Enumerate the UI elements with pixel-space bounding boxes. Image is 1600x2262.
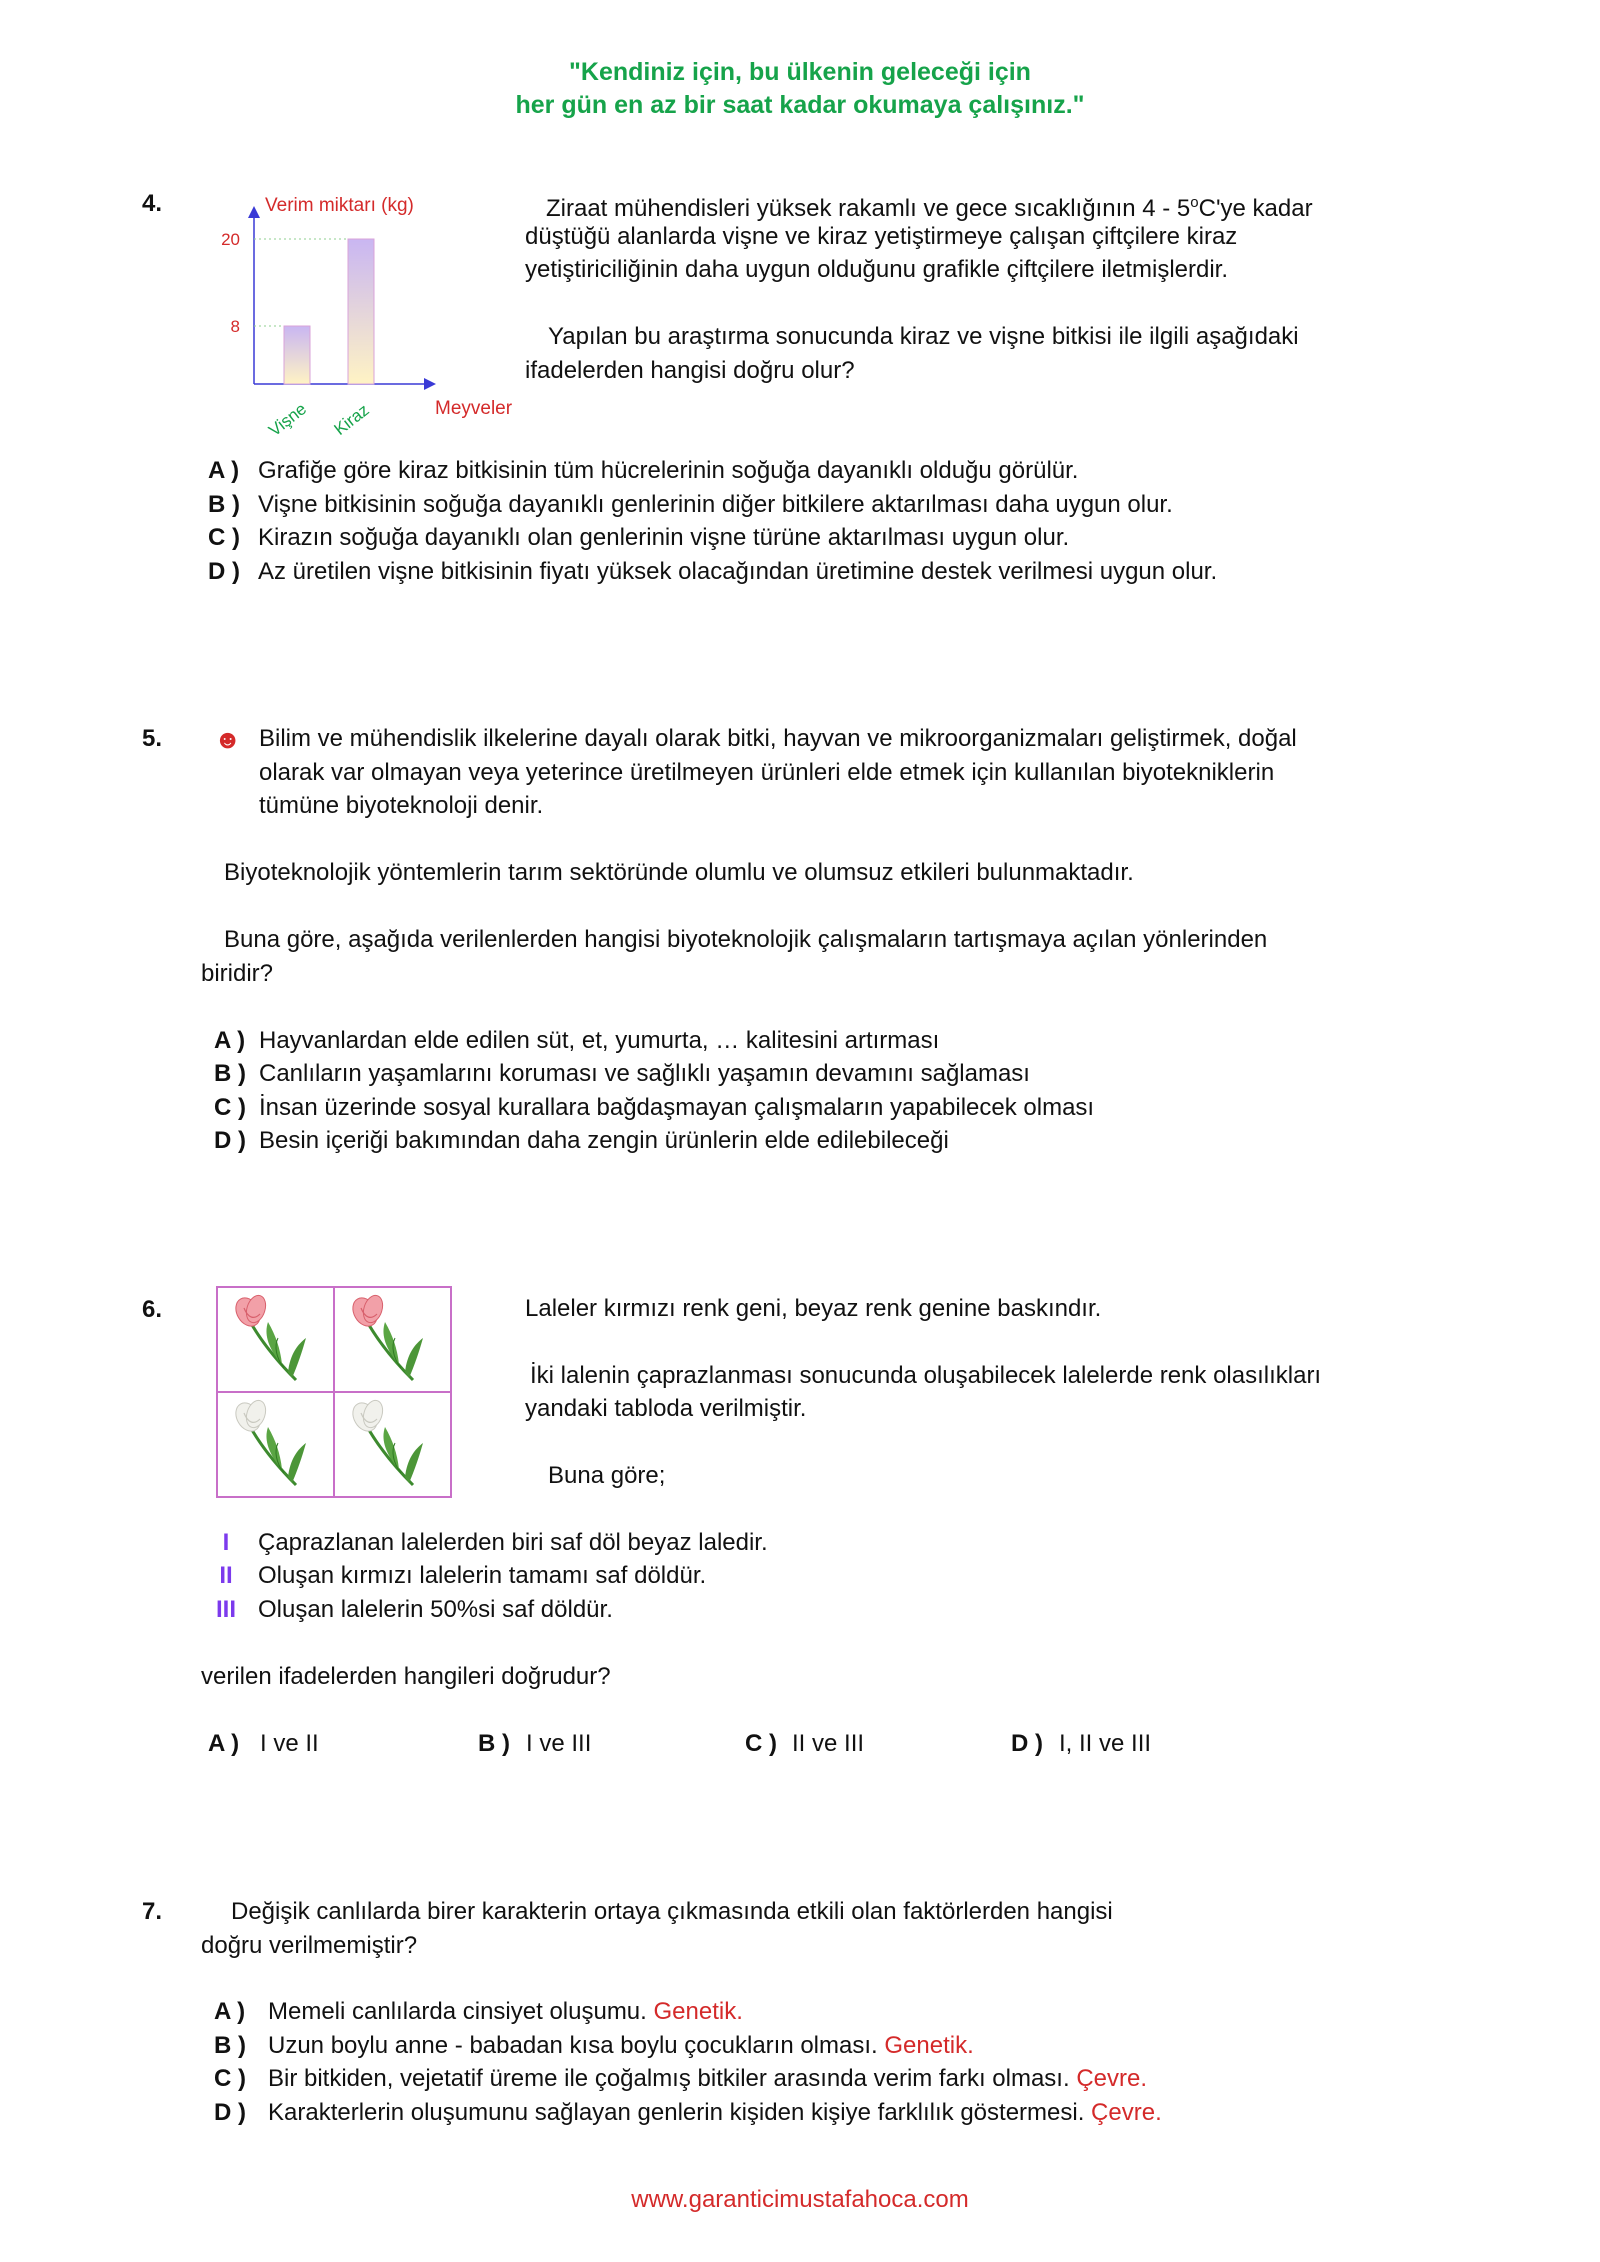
question-6-number: 6. [142,1296,163,1323]
bar-2 [348,239,374,384]
x-axis-label: Meyveler [435,398,513,419]
category-label: Kiraz [330,400,373,440]
answer-label: Genetik. [653,1998,743,2025]
question-6-option-c[interactable]: C ) II ve III [745,1730,865,1757]
question-4-text2-line-2: ifadelerden hangisi doğru olur? [525,357,855,384]
question-4-option-d[interactable]: D ) Az üretilen vişne bitkisinin fiyatı yüksek olacağından üretimine destek verilmesi uygun olur. [208,558,1218,585]
smiley-bullet-icon: ☻ [214,724,242,754]
question-5-option-a[interactable]: A ) Hayvanlardan elde edilen süt, et, yumurta, … kalitesini artırması [214,1027,940,1054]
y-tick-label: 8 [230,317,240,336]
motto-line-2: her gün en az bir saat kadar okumaya çalışınız." [515,91,1085,119]
question-7-option-d[interactable]: D ) Karakterlerin oluşumunu sağlayan genlerin kişiden kişiye farklılık göstermesi. Çevre. [214,2099,1162,2126]
x-axis-arrow [424,378,436,390]
question-7-number: 7. [142,1898,163,1925]
question-5-option-c[interactable]: C ) İnsan üzerinde sosyal kurallara bağdaşmayan çalışmaların yapabilecek olması [214,1094,1095,1121]
y-tick-label: 20 [221,230,240,249]
statement-2: II Oluşan kırmızı lalelerin tamamı saf döldür. [219,1562,707,1589]
question-5-para1-line-1: Bilim ve mühendislik ilkelerine dayalı olarak bitki, hayvan ve mikroorganizmaları geliştirmek, doğal [259,725,1297,752]
statement-1: I Çaprazlanan lalelerden biri saf döl beyaz laledir. [222,1529,768,1556]
question-6-line-4: Buna göre; [548,1462,666,1489]
question-6-line-2: İki lalenin çaprazlanması sonucunda oluşabilecek lalelerde renk olasılıkları [530,1362,1322,1389]
question-5-number: 5. [142,725,163,752]
question-7-option-c[interactable]: C ) Bir bitkiden, vejetatif üreme ile çoğalmış bitkiler arasında verim farkı olması. Çevre. [214,2065,1147,2092]
question-5-para2: Biyoteknolojik yöntemlerin tarım sektöründe olumlu ve olumsuz etkileri bulunmaktadır. [224,859,1134,886]
question-5-para1-line-3: tümüne biyoteknoloji denir. [259,792,544,819]
question-6-option-d[interactable]: D ) I, II ve III [1011,1730,1152,1757]
question-5-para3-line-2: biridir? [201,960,274,987]
question-5-para1-line-2: olarak var olmayan veya yeterince üretilmeyen ürünleri elde etmek için kullanılan biyotekniklerin [259,759,1275,786]
answer-label: Çevre. [1076,2065,1147,2092]
yield-bar-chart [170,188,540,450]
pink-tulip-icon [218,1288,333,1391]
y-axis-label: Verim miktarı (kg) [265,195,414,216]
punnett-cell-3 [217,1392,334,1497]
punnett-cell-4 [334,1392,451,1497]
question-4-text-line-2: düştüğü alanlarda vişne ve kiraz yetiştirmeye çalışan çiftçilere kiraz [525,223,1238,250]
question-6-option-a[interactable]: A ) I ve II [208,1730,319,1757]
punnett-cell-1 [217,1287,334,1392]
question-4-option-a[interactable]: A ) Grafiğe göre kiraz bitkisinin tüm hücrelerinin soğuğa dayanıklı olduğu görülür. [208,457,1079,484]
motto [0,56,1600,122]
question-6-question: verilen ifadelerden hangileri doğrudur? [201,1663,611,1690]
answer-label: Genetik. [884,2032,974,2059]
category-label: Vişne [265,399,311,441]
question-7-line-1: Değişik canlılarda birer karakterin ortaya çıkmasında etkili olan faktörlerden hangisi [231,1898,1113,1925]
question-4-number: 4. [142,190,163,217]
footer-website-link[interactable]: www.garanticimustafahoca.com [631,2186,969,2213]
question-7-line-2: doğru verilmemiştir? [201,1932,418,1959]
question-4-option-c[interactable]: C ) Kirazın soğuğa dayanıklı olan genlerinin vişne türüne aktarılması uygun olur. [208,524,1070,551]
question-5-para3-line-1: Buna göre, aşağıda verilenlerden hangisi biyoteknolojik çalışmaların tartışmaya açılan yönlerinden [224,926,1268,953]
answer-label: Çevre. [1091,2099,1162,2126]
question-5-option-d[interactable]: D ) Besin içeriği bakımından daha zengin ürünlerin elde edilebileceği [214,1127,949,1154]
white-tulip-icon [218,1393,333,1496]
statement-3: III Oluşan lalelerin 50%si saf döldür. [215,1596,613,1623]
motto-line-1: "Kendiniz için, bu ülkenin geleceği için [569,58,1031,86]
question-6-line-3: yandaki tabloda verilmiştir. [525,1395,807,1422]
question-7-option-a[interactable]: A ) Memeli canlılarda cinsiyet oluşumu. Genetik. [214,1998,743,2025]
white-tulip-icon [335,1393,450,1496]
question-4-text-line-1: Ziraat mühendisleri yüksek rakamlı ve gece sıcaklığının 4 - 5$^o$C'ye kadar [546,194,1313,222]
punnett-cell-2 [334,1287,451,1392]
question-4-option-b[interactable]: B ) Vişne bitkisinin soğuğa dayanıklı genlerinin diğer bitkilere aktarılması daha uygun olur. [208,491,1173,518]
tulip-punnett-table [216,1286,452,1498]
bar-1 [284,326,310,384]
question-4-text-line-3: yetiştiriciliğinin daha uygun olduğunu grafikle çiftçilere iletmişlerdir. [525,256,1229,283]
y-axis-arrow [248,206,260,218]
question-6-line-1: Laleler kırmızı renk geni, beyaz renk genine baskındır. [525,1295,1102,1322]
question-7-option-b[interactable]: B ) Uzun boylu anne - babadan kısa boylu çocukların olması. Genetik. [214,2032,974,2059]
question-5-option-b[interactable]: B ) Canlıların yaşamlarını koruması ve sağlıklı yaşamın devamını sağlaması [214,1060,1030,1087]
question-4-text2-line-1: Yapılan bu araştırma sonucunda kiraz ve vişne bitkisi ile ilgili aşağıdaki [548,323,1299,350]
question-6-option-b[interactable]: B ) I ve III [478,1730,592,1757]
pink-tulip-icon [335,1288,450,1391]
